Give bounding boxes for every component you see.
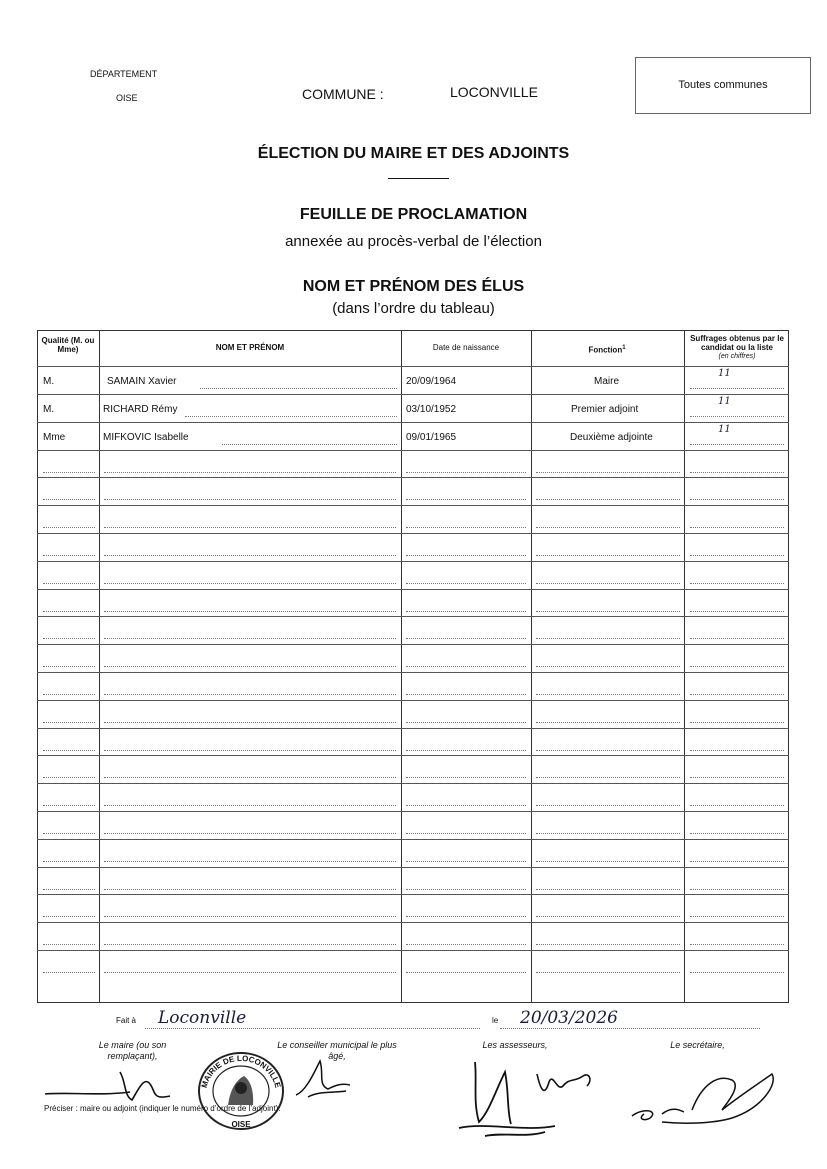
row-divider (37, 700, 789, 701)
row2-date: 03/10/1952 (406, 404, 457, 415)
empty-cell-dots (536, 889, 680, 890)
column-divider (531, 330, 532, 1003)
empty-cell-dots (690, 499, 784, 500)
fait-value: Loconville (158, 1008, 247, 1028)
row-divider (37, 561, 789, 562)
empty-cell-dots (690, 472, 784, 473)
row2-nom: RICHARD Rémy (103, 404, 178, 415)
header-fonction-label: Fonction (588, 345, 623, 355)
assesseurs-signature-label: Les assesseurs, (482, 1040, 548, 1050)
empty-cell-dots (43, 972, 95, 973)
empty-cell-dots (104, 833, 396, 834)
row3-date: 09/01/1965 (406, 432, 457, 443)
row-divider (37, 366, 789, 367)
empty-cell-dots (536, 972, 680, 973)
empty-cell-dots (690, 861, 784, 862)
empty-cell-dots (690, 972, 784, 973)
empty-cell-dots (43, 611, 95, 612)
empty-cell-dots (104, 944, 396, 945)
fait-dotted-line (145, 1028, 480, 1029)
stamp-text: MAIRIE DE LOCONVILLE (199, 1053, 283, 1089)
empty-cell-dots (43, 944, 95, 945)
empty-cell-dots (43, 555, 95, 556)
empty-cell-dots (406, 472, 526, 473)
empty-cell-dots (406, 694, 526, 695)
empty-cell-dots (104, 555, 396, 556)
empty-cell-dots (690, 805, 784, 806)
column-divider (401, 330, 402, 1003)
empty-cell-dots (406, 499, 526, 500)
empty-cell-dots (690, 722, 784, 723)
row-divider (37, 950, 789, 951)
empty-cell-dots (536, 750, 680, 751)
empty-cell-dots (690, 944, 784, 945)
empty-cell-dots (104, 722, 396, 723)
secretaire-signature-label: Le secrétaire, (670, 1040, 725, 1050)
row-divider (37, 450, 789, 451)
empty-cell-dots (536, 694, 680, 695)
empty-cell-dots (104, 972, 396, 973)
row-divider (37, 728, 789, 729)
empty-cell-dots (536, 861, 680, 862)
assesseurs-signature-icon (445, 1052, 605, 1140)
empty-cell-dots (406, 527, 526, 528)
empty-cell-dots (536, 666, 680, 667)
empty-cell-dots (43, 527, 95, 528)
commune-value: LOCONVILLE (450, 84, 538, 100)
empty-cell-dots (536, 527, 680, 528)
title-divider (388, 178, 449, 179)
column-divider (684, 330, 685, 1003)
departement-label: DÉPARTEMENT (90, 69, 158, 79)
empty-cell-dots (536, 944, 680, 945)
row-divider (37, 894, 789, 895)
empty-cell-dots (43, 833, 95, 834)
empty-cell-dots (104, 777, 396, 778)
empty-cell-dots (536, 777, 680, 778)
row-divider (37, 644, 789, 645)
le-value: 20/03/2026 (520, 1008, 618, 1028)
row-divider (37, 922, 789, 923)
suffrages-leader-dots (690, 388, 784, 389)
empty-cell-dots (43, 805, 95, 806)
departement-value: OISE (116, 93, 138, 103)
empty-cell-dots (406, 916, 526, 917)
empty-cell-dots (690, 833, 784, 834)
row-divider (37, 783, 789, 784)
empty-cell-dots (104, 666, 396, 667)
row3-fonction: Deuxième adjointe (570, 432, 653, 443)
header-nom: NOM ET PRÉNOM (215, 343, 285, 352)
empty-cell-dots (43, 666, 95, 667)
empty-cell-dots (690, 889, 784, 890)
empty-cell-dots (104, 583, 396, 584)
empty-cell-dots (406, 722, 526, 723)
row-divider (37, 477, 789, 478)
footnote: Préciser : maire ou adjoint (indiquer le numéro d’ordre de l’adjoint). (44, 1104, 281, 1113)
header-suffrages-note: (en chiffres) (718, 353, 756, 360)
row1-qualite: M. (43, 376, 55, 387)
empty-cell-dots (406, 889, 526, 890)
empty-cell-dots (536, 583, 680, 584)
header-qualite: Qualité (M. ou Mme) (41, 336, 95, 354)
empty-cell-dots (536, 499, 680, 500)
empty-cell-dots (690, 666, 784, 667)
empty-cell-dots (43, 861, 95, 862)
empty-cell-dots (536, 722, 680, 723)
empty-cell-dots (406, 583, 526, 584)
empty-cell-dots (43, 750, 95, 751)
name-leader-dots (185, 416, 397, 417)
row1-date: 20/09/1964 (406, 376, 457, 387)
names-title: NOM ET PRÉNOM DES ÉLUS (302, 278, 525, 295)
row-divider (37, 505, 789, 506)
row2-fonction: Premier adjoint (571, 404, 639, 415)
row3-suffrages: 11 (718, 424, 731, 435)
column-divider (99, 330, 100, 1003)
empty-cell-dots (104, 805, 396, 806)
empty-cell-dots (536, 805, 680, 806)
empty-cell-dots (406, 972, 526, 973)
empty-cell-dots (690, 694, 784, 695)
header-fonction (532, 344, 682, 355)
empty-cell-dots (43, 472, 95, 473)
empty-cell-dots (406, 638, 526, 639)
empty-cell-dots (104, 916, 396, 917)
empty-cell-dots (104, 861, 396, 862)
empty-cell-dots (536, 611, 680, 612)
empty-cell-dots (43, 638, 95, 639)
row1-fonction: Maire (594, 376, 620, 387)
row-divider (37, 422, 789, 423)
empty-cell-dots (43, 916, 95, 917)
row-divider (37, 394, 789, 395)
empty-cell-dots (104, 499, 396, 500)
le-dotted-line (500, 1028, 760, 1029)
secretaire-signature-icon (622, 1064, 787, 1130)
suffrages-leader-dots (690, 444, 784, 445)
empty-cell-dots (536, 638, 680, 639)
row-divider (37, 616, 789, 617)
empty-cell-dots (690, 611, 784, 612)
names-subtitle: (dans l’ordre du tableau) (332, 300, 495, 317)
row3-nom: MIFKOVIC Isabelle (103, 432, 189, 443)
empty-cell-dots (690, 750, 784, 751)
sheet-title: FEUILLE DE PROCLAMATION (299, 206, 528, 223)
row-divider (37, 589, 789, 590)
empty-cell-dots (406, 861, 526, 862)
empty-cell-dots (104, 889, 396, 890)
empty-cell-dots (536, 472, 680, 473)
stamp-bottom-text: OISE (231, 1120, 251, 1129)
category-box (635, 57, 811, 114)
category-box-text: Toutes communes (678, 79, 768, 91)
empty-cell-dots (406, 750, 526, 751)
suffrages-leader-dots (690, 416, 784, 417)
empty-cell-dots (43, 499, 95, 500)
empty-cell-dots (104, 638, 396, 639)
row1-suffrages: 11 (718, 368, 731, 379)
row-divider (37, 533, 789, 534)
empty-cell-dots (43, 889, 95, 890)
empty-cell-dots (406, 555, 526, 556)
conseiller-signature-icon (288, 1055, 358, 1105)
empty-cell-dots (536, 833, 680, 834)
commune-label: COMMUNE : (302, 86, 384, 102)
empty-cell-dots (104, 527, 396, 528)
empty-cell-dots (406, 833, 526, 834)
empty-cell-dots (104, 750, 396, 751)
sheet-subtitle: annexée au procès-verbal de l’élection (285, 233, 542, 250)
row3-qualite: Mme (43, 432, 66, 443)
name-leader-dots (200, 388, 397, 389)
row-divider (37, 839, 789, 840)
maire-signature-label: Le maire (ou son remplaçant), (98, 1040, 167, 1061)
empty-cell-dots (43, 722, 95, 723)
empty-cell-dots (43, 777, 95, 778)
empty-cell-dots (43, 694, 95, 695)
mairie-stamp-icon (196, 1050, 286, 1132)
header-suffrages (686, 334, 788, 361)
empty-cell-dots (406, 611, 526, 612)
header-date: Date de naissance (432, 343, 500, 352)
header-fonction-footnote-mark: 1 (622, 345, 626, 351)
empty-cell-dots (406, 777, 526, 778)
header-suffrages-label: Suffrages obtenus par le candidat ou la liste (690, 334, 784, 352)
row-divider (37, 867, 789, 868)
empty-cell-dots (104, 611, 396, 612)
fait-label: Fait à (116, 1016, 137, 1025)
row-divider (37, 672, 789, 673)
empty-cell-dots (406, 666, 526, 667)
empty-cell-dots (690, 555, 784, 556)
empty-cell-dots (43, 583, 95, 584)
empty-cell-dots (690, 583, 784, 584)
row2-suffrages: 11 (718, 396, 731, 407)
empty-cell-dots (104, 472, 396, 473)
le-label: le (492, 1016, 499, 1025)
maire-signature-icon (40, 1062, 200, 1107)
empty-cell-dots (690, 527, 784, 528)
empty-cell-dots (406, 805, 526, 806)
empty-cell-dots (690, 777, 784, 778)
empty-cell-dots (536, 555, 680, 556)
empty-cell-dots (690, 638, 784, 639)
empty-cell-dots (536, 916, 680, 917)
row2-qualite: M. (43, 404, 55, 415)
row1-nom: SAMAIN Xavier (107, 376, 177, 387)
name-leader-dots (222, 444, 397, 445)
main-title: ÉLECTION DU MAIRE ET DES ADJOINTS (257, 145, 570, 162)
empty-cell-dots (690, 916, 784, 917)
row-divider (37, 811, 789, 812)
empty-cell-dots (104, 694, 396, 695)
empty-cell-dots (406, 944, 526, 945)
row-divider (37, 755, 789, 756)
conseiller-signature-label: Le conseiller municipal le plus âgé, (277, 1040, 397, 1061)
